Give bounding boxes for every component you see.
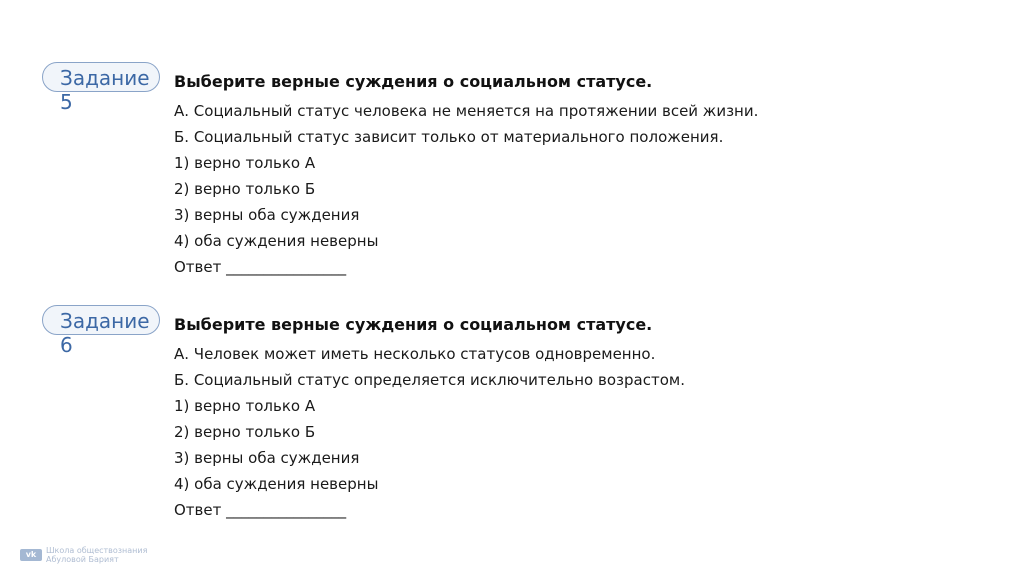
option-4: 4) оба суждения неверны (174, 232, 379, 250)
option-3: 3) верны оба суждения (174, 449, 360, 467)
task-badge-label: Задание 6 (60, 309, 150, 357)
statement-b: Б. Социальный статус определяется исключительно возрастом. (174, 371, 685, 389)
question-body (174, 72, 994, 280)
option-1: 1) верно только А (174, 397, 316, 415)
option-3: 3) верны оба суждения (174, 206, 360, 224)
vk-logo-icon: vk (20, 549, 42, 561)
question-title: Выберите верные суждения о социальном статусе. (174, 72, 653, 91)
option-2: 2) верно только Б (174, 423, 316, 441)
footer-line-2: Абуловой Барият (46, 555, 119, 564)
footer-line-1: Школа обществознания (46, 546, 148, 555)
statement-a: А. Социальный статус человека не меняется на протяжении всей жизни. (174, 102, 759, 120)
statement-b: Б. Социальный статус зависит только от материального положения. (174, 128, 724, 146)
answer-line: Ответ ________________ (174, 501, 347, 519)
statement-a: А. Человек может иметь несколько статусов одновременно. (174, 345, 656, 363)
question-title: Выберите верные суждения о социальном статусе. (174, 315, 653, 334)
task-badge-label: Задание 5 (60, 66, 150, 114)
question-body (174, 315, 994, 523)
option-4: 4) оба суждения неверны (174, 475, 379, 493)
option-2: 2) верно только Б (174, 180, 316, 198)
option-1: 1) верно только А (174, 154, 316, 172)
footer-watermark (20, 546, 147, 564)
answer-line: Ответ ________________ (174, 258, 347, 276)
footer-text (46, 546, 147, 564)
